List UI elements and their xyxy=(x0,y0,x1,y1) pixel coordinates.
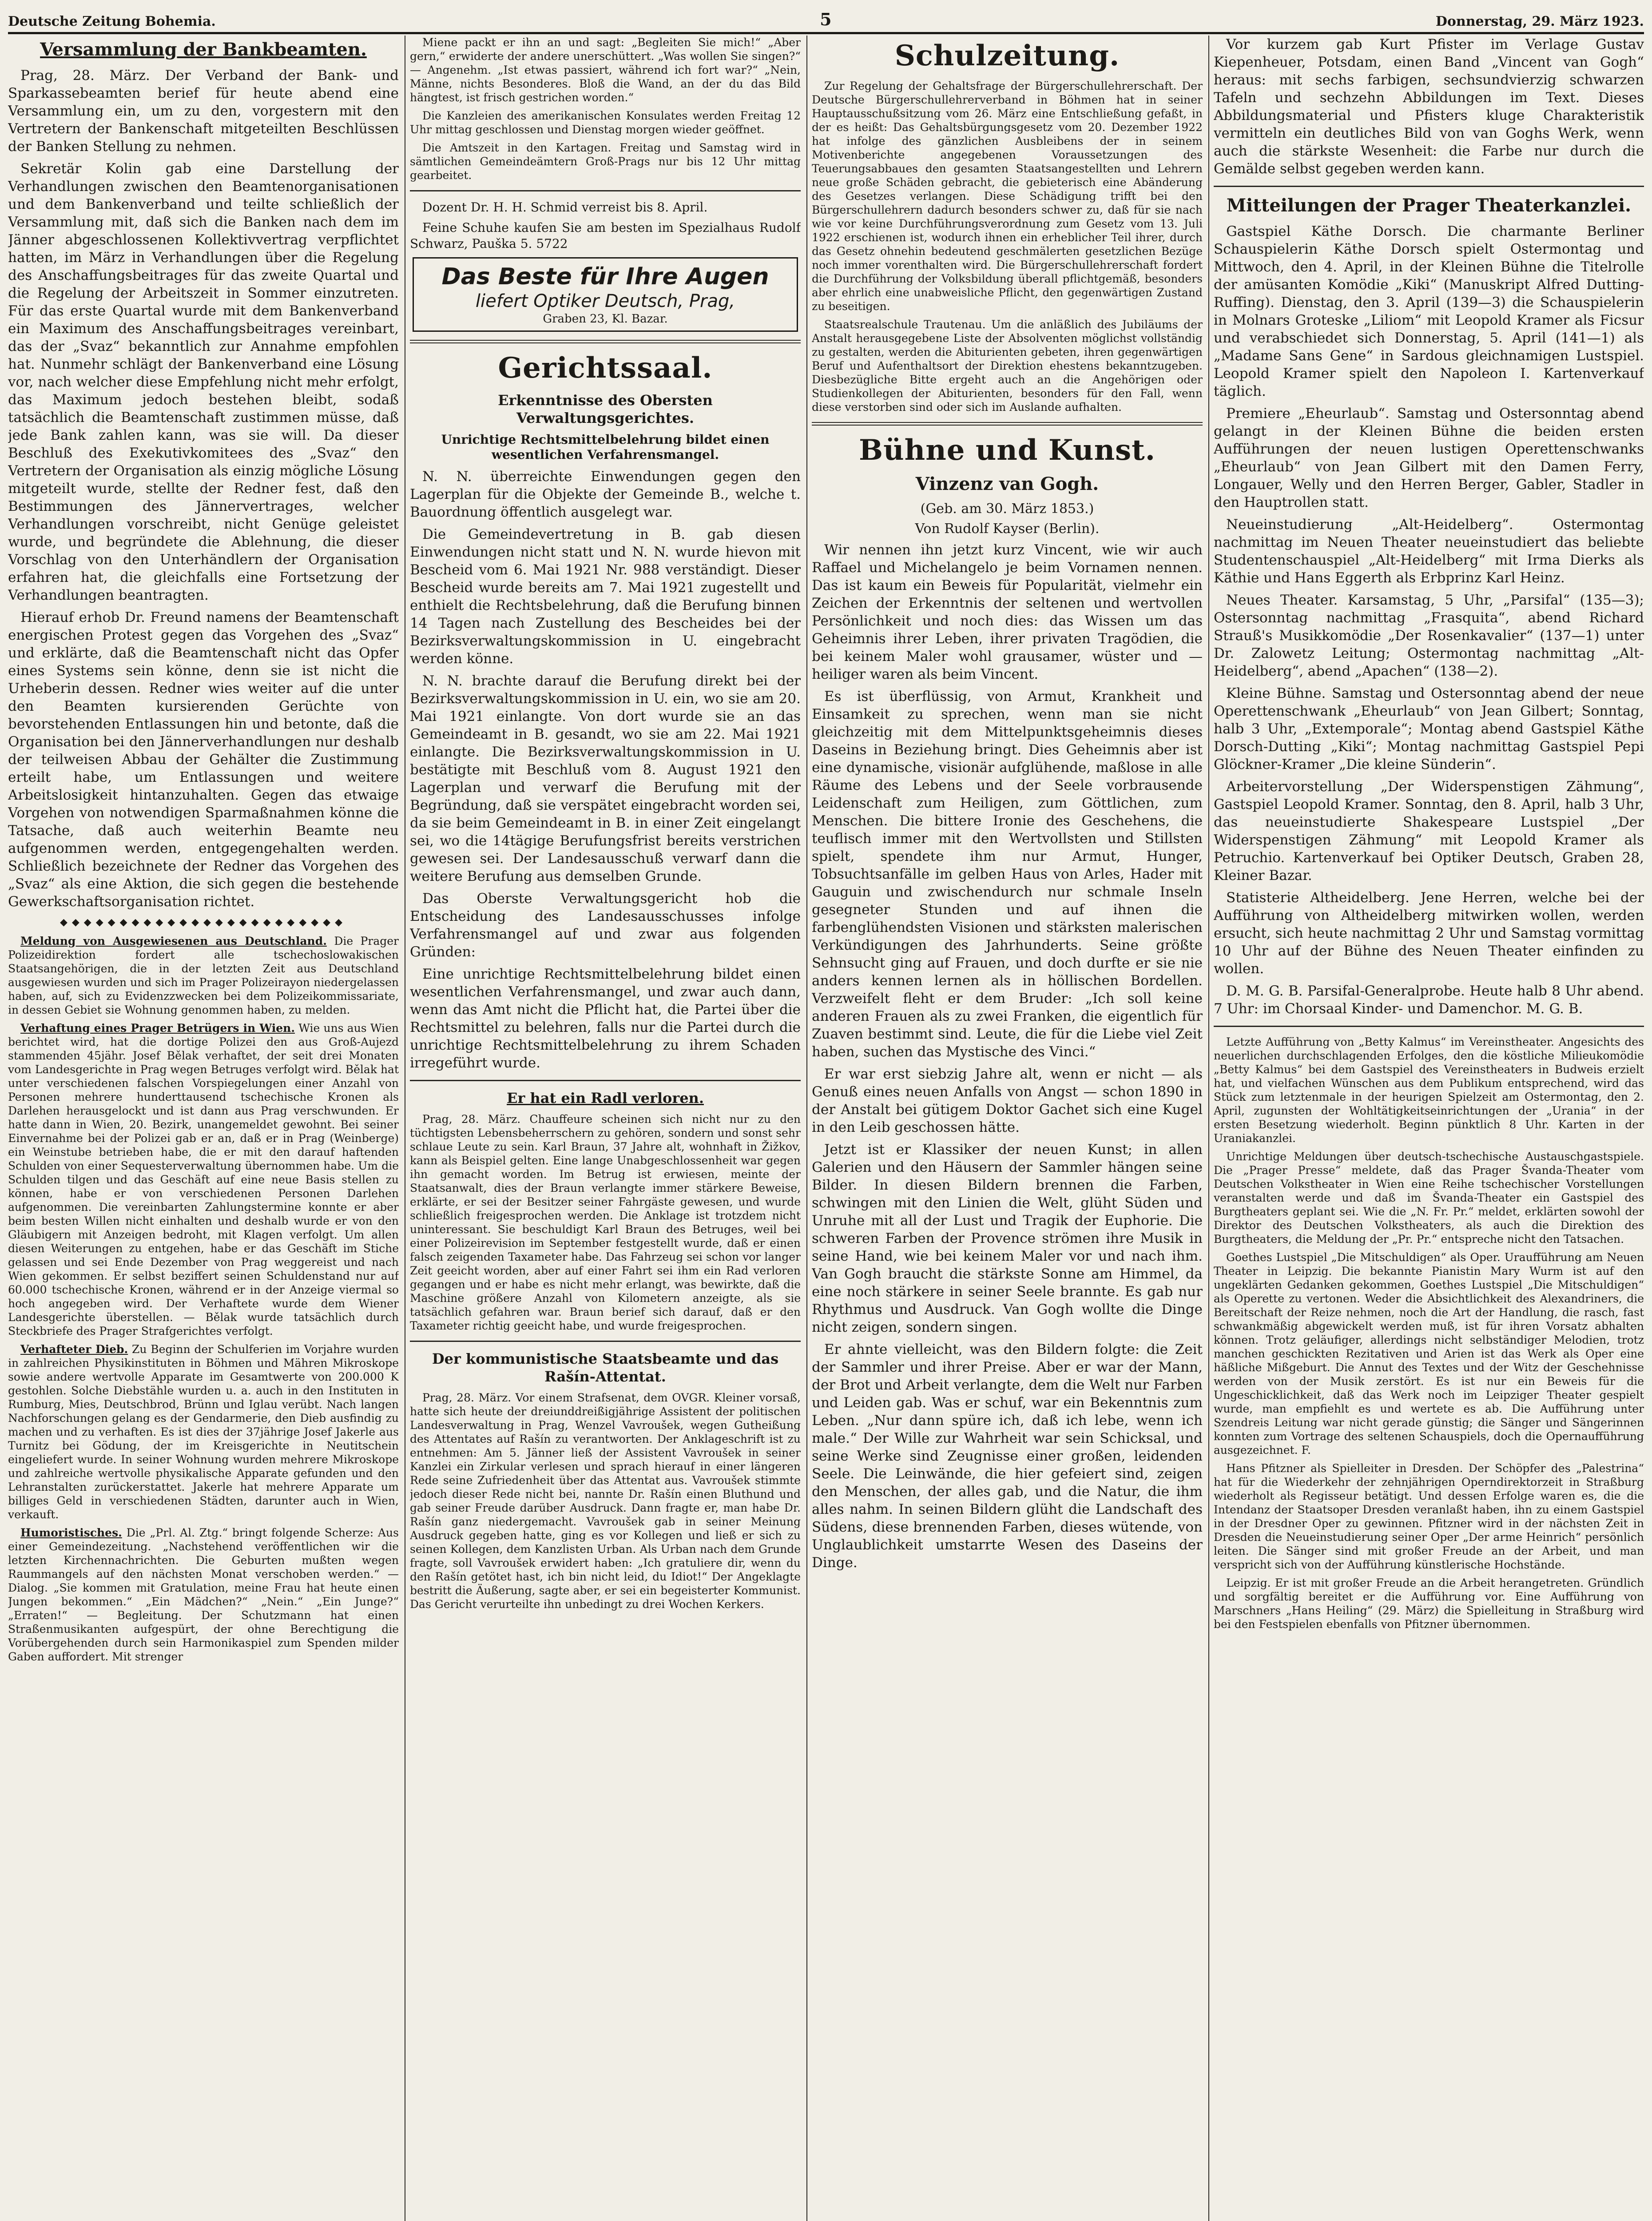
section-title-schulzeitung: Schulzeitung. xyxy=(894,39,1120,72)
article-paragraph: Er war erst siebzig Jahre alt, wenn er nicht — als Genuß eines neuen Anfalls von Angst — schon 1890 in der Anstalt bei gütigem Doktor Gachet sich eine Kugel in den Leib geschossen hätte. xyxy=(812,1066,1203,1135)
page-number: 5 xyxy=(820,9,832,29)
column-3 xyxy=(812,36,1203,2221)
arts-item: Goethes Lustspiel „Die Mitschuldigen“ als Oper. Uraufführung am Neuen Theater in Leipzig. Die bekannte Pianistin Mary Wurm ist auf den ungeklärten Gedanken gekommen, Goethes Lustspiel „Die Mitschuldigen“ als Operette zu vertonen. Weder die Absichtlichkeit des Alexandriners, die Bereitschaft der Reize nehmen, noch die Art der Handlung, die rasch, fast schwankmäßig abgewickelt werden muß, ist für ihren Vorsatz abhalten können. Trotz geläufiger, allerdings nicht selbständiger Melodien, trotz manchen geschickten Rezitativen und Arien ist das Werk als Oper eine häßliche Mißgeburt. Die Annut des Textes und der Witz der Geschehnisse werden von der Musik zerstört. Es ist nur ein Beweis für die Ungeschicklichkeit, daß das Werk noch im Leipziger Theater gespielt wurde, man empfiehlt es und wertete es ab. Die Aufführung unter Szendreis Leitung war nicht gerade günstig; die Sänger und Sängerinnen konnten zum Vortrage des seltenen Schauspiels, doch die Opernaufführung ausgezeichnet. F. xyxy=(1214,1251,1644,1457)
arts-item: Letzte Aufführung von „Betty Kalmus“ im Vereinstheater. Angesichts des neuerlichen durchschlagenden Erfolges, den die köstliche Milieukomödie „Betty Kalmus“ bei dem Gastspiel des Vereinstheaters in Budweis erzielt hat, und vielfachen Wünschen aus dem Publikum entsprechend, wird das Stück zum letztenmale in der heurigen Spielzeit am Ostermontag, den 2. April, zugunsten der Wohltätigkeitseinrichtungen der „Urania“ in der ersten Besetzung wiederholt. Beginn pünktlich 8 Uhr. Karten in der Uraniakanzlei. xyxy=(1214,1035,1644,1145)
article-paragraph: Prag, 28. März. Der Verband der Bank- und Sparkassebeamten berief für heute abend eine Versammlung ein, um zu den, vorgestern mit den Vertretern der Bankenschaft mitgeteilten Beschlüssen der Banken Stellung zu nehmen. xyxy=(8,68,399,155)
theater-item: D. M. G. B. Parsifal-Generalprobe. Heute halb 8 Uhr abend. 7 Uhr: im Chorsaal Kinder- und Damenchor. M. G. B. xyxy=(1214,983,1644,1017)
news-item-text: Die Prager Polizeidirektion fordert alle tschechoslowakischen Staatsangehörigen, die in der letzten Zeit aus Deutschland ausgewiesen wurden und sich im Prager Polizeirayon niedergelassen haben, auf, sich zu Evidenzzwecken bei dem Polizeikommissariate, in dessen Gebiet sie Wohnung genommen haben, zu melden. xyxy=(8,935,399,1016)
section-title-buehne: Bühne und Kunst. xyxy=(859,434,1156,467)
ad-title: Das Beste für Ihre Augen xyxy=(441,263,769,290)
article-paragraph: Zur Regelung der Gehaltsfrage der Bürgerschullehrerschaft. Der Deutsche Bürgerschullehrerverband in Böhmen hat in seiner Hauptausschußsitzung vom 26. März eine Entschließung gefaßt, in der es heißt: Das Gehaltsbürgungsgesetz vom 20. Dezember 1922 hat infolge des gänzlichen Ausbleibens der in seinem Motivenberichte angegebenen Voraussetzungen des Teuerungsabbaues den gesamten Staatsangestellten und Lehrern neue große Schäden gebracht, die gebieterisch eine Abänderung des Gesetzes verlangen. Diese Schädigung trifft bei den Bürgerschullehrern dadurch besonders schwer zu, daß für sie nach wie vor keine Durchführungsverordnung zum Gesetz vom 13. Juli 1922 erschienen ist, wodurch ihnen ein erheblicher Teil ihrer, durch das Gesetz ohnehin bedeutend geschmälerten gesetzlichen Bezüge noch immer vorenthalten wird. Die Bürgerschullehrerschaft fordert die Durchführung der Volksbildung überall pflichtgemäß, besonders aber ehrlich eine unabweisliche Pflicht, den gegenwärtigen Zustand zu beseitigen. xyxy=(812,80,1203,313)
masthead-paper-title: Deutsche Zeitung Bohemia. xyxy=(8,14,216,29)
news-item-head: Meldung von Ausgewiesenen aus Deutschland. xyxy=(20,935,327,947)
article-paragraph: Wir nennen ihn jetzt kurz Vincent, wie wir auch Raffael und Michelangelo je beim Vornamen nennen. Das ist kaum ein Beweis für Popularität, vielmehr ein Zeichen der Erkenntnis der seltenen und wertvollen Persönlichkeit und noch dies: das Wissen um das Geheimnis ihrer Leben, ihrer privaten Tragödien, die bei keinem Maler wohl grausamer, wüster und — heiliger waren als beim Vincent. xyxy=(812,542,1203,682)
notice-schuhe xyxy=(410,220,801,252)
notice-schuhe-text: Feine Schuhe kaufen Sie am besten im Spezialhaus Rudolf Schwarz, Pauška 5. xyxy=(410,220,801,251)
subheading-radl: Er hat ein Radl verloren. xyxy=(507,1090,704,1107)
article-paragraph: Eine unrichtige Rechtsmittelbelehrung bildet einen wesentlichen Verfahrensmangel, und zwar auch dann, wenn das Amt nicht die Pflicht hat, die Partei über die Rechtsmittel zu belehren, falls nur die Partei durch die unrichtige Rechtsmittelbelehrung zu ihrem Schaden irregeführt wurde. xyxy=(410,966,801,1071)
article-title-bankbeamten: Versammlung der Bankbeamten. xyxy=(40,39,367,60)
news-item xyxy=(8,934,399,1017)
notice-number: 5722 xyxy=(536,236,568,251)
divider xyxy=(410,190,801,191)
notice-dozent: Dozent Dr. H. H. Schmid verreist bis 8. April. xyxy=(422,200,708,215)
columns xyxy=(8,36,1644,2221)
arts-item: Hans Pfitzner als Spielleiter in Dresden. Der Schöpfer des „Palestrina“ hat für die Wiederkehr der zehnjährigen Operndirektorzeit in Straßburg wiederholt als Regisseur betätigt. Und dessen Erfolge waren es, die die Intendanz der Staatsoper Dresden veranlaßt haben, ihn zu einem Gastspiel in der Dresdner Oper zu gewinnen. Pfitzner wird in der nächsten Zeit in Dresden die Neueinstudierung seiner Oper „Der arme Heinrich“ persönlich leiten. Die Sänger sind mit großer Freude an der Arbeit, und man verspricht sich von der Aufführung künstlerische Hochstände. xyxy=(1214,1462,1644,1571)
article-paragraph: Das Oberste Verwaltungsgericht hob die Entscheidung des Landesausschusses infolge Verfahrensmangel auf und zwar aus folgenden Gründen: xyxy=(410,891,801,960)
ad-line: liefert Optiker Deutsch, Prag, xyxy=(475,291,735,311)
article-paragraph: Hierauf erhob Dr. Freund namens der Beamtenschaft energischen Protest gegen das Vorgehen des „Svaz“ und erklärte, daß die Beamtenschaft nicht das Opfer eines Systems sein könne, denn sie ist nicht die Urheberin dessen. Redner wies weiter auf die unter den Beamten kursierenden Gerüchte von bevorstehenden Entlassungen hin und betonte, daß die Organisation bei den Jännerverhandlungen nur deshalb der teilweisen Abbau der Gehälter die Zustimmung erteilt habe, um Entlassungen und weitere Arbeitslosigkeit hintanzuhalten. Gegen das etwaige Vorgehen von notwendigen Sparmaßnahmen könne die Tatsache, daß auch weiterhin Beamte neu aufgenommen werden, entgegengehalten werden. Schließlich bezeichnete der Redner das Vorgehen des „Svaz“ als eine Aktion, die sich gegen die bestehende Gewerkschaftsorganisation richtet. xyxy=(8,609,399,910)
article-paragraph: Er ahnte vielleicht, was den Bildern folgte: die Zeit der Sammler und ihrer Preise. Aber er war der Mann, der Brot und Arbeit verlangte, dem die Welt nur Farben und Leiden gab. Was er schuf, war ein Bekenntnis zum Leben. „Nur dann spüre ich, daß ich lebe, wenn ich male.“ Der Wille zur Wahrheit war sein Schicksal, und seine Werke sind Zeugnisse einer großen, leidenden Seele. Die Leinwände, die hier gefeiert sind, zeigen den Menschen, der alles gab, und die Natur, die ihm alles nahm. In seinen Bildern glüht die Landschaft des Südens, diese brennenden Farben, dieses wütende, von Unglaublichkeit umstarrte Wesen des Daseins der Dinge. xyxy=(812,1341,1203,1571)
divider xyxy=(410,1341,801,1342)
column-1 xyxy=(8,36,399,2221)
article-paragraph: Es ist überflüssig, von Armut, Krankheit und Einsamkeit zu sprechen, wenn man sie nicht gleichzeitig mit dem Mittelpunktsgeheimnis dieses Daseins in Beziehung bringt. Dies Geheimnis aber ist eine dynamische, visionär aufglühende, maßlose in alle Räume des Lebens und der Seele vorbrausende Leidenschaft zum Heiligen, zum Göttlichen, zum Menschen. Die bittere Ironie des Geschehens, die teuflisch immer mit den Wertvollsten und Stillsten spielt, spendete ihm nur Armut, Hunger, Tobsuchtsanfälle im gelben Haus von Arles, Hader mit Gauguin und zwischendurch nur schmale Inseln gesegneter Stunden und auf ihnen die farbenglühendsten Visionen und stärksten malerischen Verkündigungen des Jahrhunderts. Seine größte Sehnsucht ging auf Frauen, und doch durfte er sie nie anders kennen lernen als in höllischen Bordellen. Verzweifelt fleht er dem Bruder: „Ich soll keine anderen Frauen als zu zwei Franken, die eigentlich für Zuaven bestimmt sind. Leute, die für die Liebe viel Zeit haben, suchen das Mystische des Vinci.“ xyxy=(812,689,1203,1060)
subheading-van-gogh: Vinzenz van Gogh. xyxy=(915,474,1099,494)
masthead-date: Donnerstag, 29. März 1923. xyxy=(1435,14,1644,29)
article-paragraph: Prag, 28. März. Chauffeure scheinen sich nicht nur zu den tüchtigsten Lebensbeherrschern zu gehören, sondern und sonst sehr schlaue Leute zu sein. Karl Braun, 37 Jahre alt, wohnhaft in Žižkov, kann als Beispiel gelten. Eine lange Unabgeschlossenheit war gegen ihn gemacht worden. Im Betrug ist erwiesen, meinte der Staatsanwalt, dies der Braun verlangte immer stärkere Beweise, erklärte, er sei der Besitzer seiner Fahrgäste gewesen, und wurde schließlich freigesprochen werden. Die Anklage ist trotzdem nicht uninteressant. Sie beschuldigt Karl Braun des Betruges, weil bei einer Polizeirevision im September festgestellt wurde, daß er einen falsch zeigenden Taxameter habe. Das Fahrzeug sei schon vor langer Zeit geeicht worden, aber auf einer Fahrt sei ihm ein Rad verloren gegangen und er habe es nicht mehr erlangt, was bewirkte, daß die Maschine größere Anzahl von Kilometern anzeigte, als sie tatsächlich gefahren war. Braun berief sich darauf, daß er den Taxameter richtig geeicht habe, und wurde freigesprochen. xyxy=(410,1113,801,1332)
divider xyxy=(1214,186,1644,187)
article-paragraph: Die Kanzleien des amerikanischen Konsulates werden Freitag 12 Uhr mittag geschlossen und Dienstag morgen wieder geöffnet. xyxy=(410,109,801,136)
radl-article xyxy=(410,1112,801,1333)
article-paragraph: N. N. überreichte Einwendungen gegen den Lagerplan für die Objekte der Gemeinde B., welche t. Bauordnung öffentlich ausgelegt war. xyxy=(410,469,801,520)
section-divider: ◆◆◆◆◆◆◆◆◆◆◆◆◆◆◆◆◆◆◆◆◆◆◆◆ xyxy=(60,917,347,928)
article-paragraph: Vor kurzem gab Kurt Pfister im Verlage Gustav Kiepenheuer, Potsdam, einen Band „Vincent van Gogh“ heraus: mit sechs farbigen, sechsundvierzig schwarzen Tafeln und sechzehn Abbildungen im Text. Dieses Abbildungsmaterial und Pfisters kluge Charakteristik vermitteln ein deutliches Bild von van Goghs Werk, wenn auch die stärkste Wesenheit: die Farbe nur durch die Gemälde selbst gegeben werden kann. xyxy=(1214,36,1644,177)
notices xyxy=(410,199,801,252)
news-item-head: Verhafteter Dieb. xyxy=(20,1343,128,1356)
article-paragraph: N. N. brachte darauf die Berufung direkt bei der Bezirksverwaltungskommission in U. ein, wo sie am 20. Mai 1921 einlangte. Von dort wurde sie an das Gemeindeamt in B. gesandt, wo sie am 22. Mai 1921 einlangte. Die Bezirksverwaltungskommission in U. bestätigte mit Beschluß vom 8. August 1921 den Lagerplan und verwarf die Berufung mit der Begründung, daß sie verspätet eingebracht worden sei, da sie beim Gemeindeamt in B. in einer Zeit eingelangt sei, wo die 14tägige Berufungsfrist bereits verstrichen gewesen sei. Der Landesausschuß verwarf dann die weitere Berufung aus demselben Grunde. xyxy=(410,673,801,884)
column-rule xyxy=(806,36,807,2221)
theater-item: Statisterie Altheidelberg. Jene Herren, welche bei der Aufführung von Altheidelberg mitwirken wollen, werden ersucht, sich heute nachmittag 2 Uhr und Samstag vormittag 10 Uhr auf der Bühne des Neuen Theater einfinden zu wollen. xyxy=(1214,890,1644,977)
article-paragraph: Miene packt er ihn an und sagt: „Begleiten Sie mich!“ „Aber gern,“ erwiderte der andere unerschüttert. „Was wollen Sie singen?“ — Angenehm. „Ist etwas passiert, während ich fort war?“ „Nein, Männe, nichts Besonderes. Bloß die Wand, an der du das Bild hängtest, ist frisch gestrichen worden.“ xyxy=(410,36,801,104)
theater-item: Kleine Bühne. Samstag und Ostersonntag abend der neue Operettenschwank „Eheurlaub“ von Jean Gilbert; Sonntag, halb 3 Uhr, „Extemporale“; Montag abend Gastspiel Käthe Dorsch-Dutting „Kiki“; Montag nachmittag Gastspiel Pepi Glöckner-Kramer „Die kleine Sünderin“. xyxy=(1214,685,1644,772)
masthead xyxy=(8,8,1644,34)
section-title-gerichtssaal: Gerichtssaal. xyxy=(498,351,713,385)
news-item-text: Die „Prl. Al. Ztg.“ bringt folgende Scherze: Aus einer Gemeindezeitung. „Nachstehend veröffentlichen wir die letzten Kirchennachrichten. Die Geburten mußten wegen Raummangels auf den nächsten Monat verschoben werden.“ — Dialog. „Sie kommen mit Gratulation, meine Frau hat heute einen Jungen bekommen.“ „Ein Mädchen?“ „Nein.“ „Ein Junge?“ „Erraten!“ — Begleitung. Der Schutzmann hat einen Straßenmusikanten aufgespürt, der ohne Berechtigung die Vorübergehenden durch sein Harmonikaspiel zum Spenden milder Gaben auffordert. Mit strenger xyxy=(8,1526,399,1663)
column-rule xyxy=(1208,36,1209,2221)
arts-item: Unrichtige Meldungen über deutsch-tschechische Austauschgastspiele. Die „Prager Presse“ meldete, daß das Prager Švanda-Theater vom Deutschen Volkstheater in Wien eine Reihe tschechischer Vorstellungen veranstalten werde und daß im Švanda-Theater ein Gastspiel des Burgtheaters geplant sei. Wie die „N. Fr. Pr.“ meldet, erklärten sowohl der Direktor des Deutschen Volkstheaters, als auch die Direktion des Burgtheaters, die Meldung der „Pr. Pr.“ entspreche nicht den Tatsachen. xyxy=(1214,1150,1644,1246)
local-news xyxy=(8,934,399,1664)
schul-news xyxy=(812,79,1203,414)
subheading: Unrichtige Rechtsmittelbelehrung bildet einen wesentlichen Verfahrensmangel. xyxy=(441,432,770,462)
column-2 xyxy=(410,36,801,2221)
news-item-head: Verhaftung eines Prager Betrügers in Wien. xyxy=(20,1022,295,1035)
news-item xyxy=(8,1526,399,1664)
theater-item: Neueinstudierung „Alt-Heidelberg“. Ostermontag nachmittag im Neuen Theater neueinstudiert das beliebte Studentenschauspiel „Alt-Heidelberg“ mit Irma Dierks als Käthie und Hans Eggerth als Erbprinz Karl Heinz. xyxy=(1214,517,1644,586)
divider xyxy=(812,422,1203,426)
news-item-text: Zu Beginn der Schulferien im Vorjahre wurden in zahlreichen Physikinstituten in Böhmen und Mähren Mikroskope sowie andere wertvolle Apparate im Gesamtwerte von 200.000 K gestohlen. Solche Diebstähle wurden u. a. auch in den Instituten in Rumburg, Mies, Deutschbrod, Brünn und Iglau verübt. Nach langen Nachforschungen gelang es der Gendarmerie, den Dieb ausfindig zu machen und zu verhaften. Es ist dies der 37jährige Josef Jakerle aus Turnitz bei Gödung, der im Kreisgerichte in Neutitschein eingeliefert wurde. In seiner Wohnung wurden mehrere Mikroskope und zahlreiche wertvolle physikalische Apparate gefunden und den Lehranstalten zurückerstattet. Jakerle hat mehrere Apparate um billiges Geld in verschiedenen Städten, darunter auch in Wien, verkauft. xyxy=(8,1343,399,1521)
rasin-article xyxy=(410,1391,801,1611)
optiker-advertisement xyxy=(413,257,798,332)
divider xyxy=(1214,1026,1644,1027)
arts-news xyxy=(1214,1035,1644,1631)
subheading: Erkenntnisse des Obersten Verwaltungsgerichtes. xyxy=(498,392,713,426)
news-item xyxy=(8,1342,399,1521)
news-item-text: Wie uns aus Wien berichtet wird, hat die dortige Polizei den aus Groß-Aujezd stammenden 45jähr. Josef Bělak verhaftet, der seit drei Monaten vom Landesgerichte in Prag wegen Betruges verfolgt wird. Bělak hat unter verschiedenen falschen Vorspiegelungen einer Anzahl von Personen mehrere hunderttausend tschechische Kronen als Darlehen herausgelockt und ist dann aus Prag verschwunden. Er hatte dann in Wien, 20. Bezirk, unangemeldet gewohnt. Bei seiner Einvernahme bei der Polizei gab er an, daß er in Prag (Weinberge) ein Weinstube betrieben habe, die er mit den darauf haftenden Schulden von einer Sequesterverwaltung übernommen habe. Um die Schulden tilgen und das Geschäft auf eine neue Basis stellen zu können, habe er von verschiedenen Personen Darlehen aufgenommen. Die vereinbarten Zahlungstermine konnte er aber beim besten Willen nicht einhalten und deshalb wurde er von den Gläubigern mit Anzeigen bedroht, mit Klagen verfolgt. Um allen diesen Weiterungen zu entgehen, habe er das Geschäft im Stiche gelassen und sei Ende Dezember von Prag weggereist und nach Wien gekommen. Er selbst beziffert seinen Schuldenstand nur auf 60.000 tschechische Kronen, während er in der Anzeige viermal so hoch angegeben wird. Der Verhaftete wurde dem Wiener Landesgerichte überstellen. — Bělak wurde tatsächlich durch Steckbriefe des Prager Strafgerichtes verfolgt. xyxy=(8,1022,399,1337)
arts-item: Leipzig. Er ist mit großer Freude an die Arbeit herangetreten. Gründlich und sorgfältig bereitet er die Aufführung vor. Eine Aufführung von Marschners „Hans Heiling“ (29. März) die Spielleitung in Straßburg wird bei den Festspielen ebenfalls von Pfitzner übernommen. xyxy=(1214,1576,1644,1631)
article-paragraph: Sekretär Kolin gab eine Darstellung der Verhandlungen zwischen den Beamtenorganisationen und dem Bankenverband und teilte schließlich der Versammlung mit, daß sich die Banken nach dem im Jänner abgeschlossenen Kollektivvertrag verpflichtet hatten, im März in Verhandlungen über die Regelung des Anschaffungsbeitrages für das zweite Quartal und die Regelung der Arbeitszeit in Sommer einzutreten. Für das erste Quartal wurde mit dem Bankenverband ein Maximum des Anschaffungsbeitrages vereinbart, das der „Svaz“ bekanntlich zur Annahme empfohlen hat. Nunmehr schlägt der Bankenverband eine Lösung vor, nach welcher diese Empfehlung nicht mehr erfolgt, das Maximum jedoch bestehen bleibt, sodaß tatsächlich die Beamtenschaft zustimmen müsse, daß jede Bank zahlen kann, was sie will. Da dieser Beschluß des Exekutivkomitees des „Svaz“ den Vertretern der Organisation als einzig mögliche Lösung mitgeteilt wurde, stellte der Redner fest, daß den Bestimmungen des Jännervertrages, welcher Verhandlungen vorschreibt, nicht Genüge geleistet wurde, und begründete die Ablehnung, die dieser Vorschlag von den Unterhändlern der Organisation erfahren hat, die gleichfalls eine Fortsetzung der Verhandlungen beantragten. xyxy=(8,161,399,603)
subheading-rasin: Der kommunistische Staatsbeamte und das Rašín-Attentat. xyxy=(432,1350,779,1385)
column-2-top xyxy=(410,36,801,182)
article-paragraph: Staatsrealschule Trautenau. Um die anläßlich des Jubiläums der Anstalt herausgegebene Liste der Absolventen möglichst vollständig zu gestalten, werden die Abiturienten gebeten, ihren gegenwärtigen Beruf und Aufenthaltsort der Direktion ehestens bekanntzugeben. Diesbezügliche Bitte ergeht auch an die Angehörigen oder Studienkollegen der Abiturienten, besonders für den Fall, wenn diese verstorben sind oder sich im Auslande aufhalten. xyxy=(812,318,1203,414)
section-title-theaterkanzlei: Mitteilungen der Prager Theaterkanzlei. xyxy=(1226,195,1632,216)
article-paragraph: Die Gemeindevertretung in B. gab diesen Einwendungen nicht statt und N. N. wurde hievon mit Bescheid vom 6. Mai 1921 Nr. 988 verständigt. Dieser Bescheid wurde bereits am 7. Mai 1921 zugestellt und enthielt die Rechtsbelehrung, daß die Berufung binnen 14 Tagen nach Zustellung des Bescheides bei der Bezirksverwaltungskommission in U. eingebracht werden könne. xyxy=(410,526,801,667)
article-paragraph: Jetzt ist er Klassiker der neuen Kunst; in allen Galerien und den Häusern der Sammler hängen seine Bilder. In diesen Bildern brennen die Farben, schwingen mit den Linien die Welt, glüht Süden und Unruhe mit all der Lust und Tragik der Euphorie. Die schweren Farben der Provence strömen ihre Musik in seine Hand, wie bei keinem Maler vor und nach ihm. Van Gogh braucht die stärkste Sonne am Himmel, da eine noch stärkere in seiner Seele brannte. Es gab nur Rhythmus und Ausdruck. Van Gogh wollte die Dinge nicht zeigen, sondern singen. xyxy=(812,1142,1203,1335)
column-4 xyxy=(1214,36,1644,2221)
theater-item: Gastspiel Käthe Dorsch. Die charmante Berliner Schauspielerin Käthe Dorsch spielt Ostermontag und Mittwoch, den 4. April, in der Kleinen Bühne die Titelrolle der amüsanten Komödie „Kiki“ (Manuskript Alfred Dutting-Ruffing). Dienstag, den 3. April (139—3) die Schauspielerin in Molnars Groteske „Liliom“ mit Leopold Kramer als Ficsur und verabschiedet sich Donnerstag, 5. April (141—1) als „Madame Sans Gene“ in Sardous gleichnamigen Lustspiel. Leopold Kramer spielt den Napoleon I. Kartenverkauf täglich. xyxy=(1214,223,1644,399)
theater-item: Arbeitervorstellung „Der Widerspenstigen Zähmung“, Gastspiel Leopold Kramer. Sonntag, den 8. April, halb 3 Uhr, das neueinstudierte Shakespeare Lustspiel „Der Widerspenstigen Zähmung“ mit Leopold Kramer als Petruchio. Kartenverkauf bei Optiker Deutsch, Graben 28, Kleiner Bazar. xyxy=(1214,779,1644,884)
news-item-head: Humoristisches. xyxy=(20,1526,122,1539)
article-paragraph: Die Amtszeit in den Kartagen. Freitag und Samstag wird in sämtlichen Gemeindeämtern Groß-Prags nur bis 12 Uhr mittag gearbeitet. xyxy=(410,141,801,182)
article-paragraph: Prag, 28. März. Vor einem Strafsenat, dem OVGR. Kleiner vorsaß, hatte sich heute der dreiunddreißigjährige Assistent der politischen Landesverwaltung in Prag, Wenzel Vavroušek, wegen Gutheißung des Attentates auf Rašín zu verantworten. Der Anklageschrift ist zu entnehmen: Am 5. Jänner ließ der Assistent Vavroušek in seiner Kanzlei ein Zirkular verlesen und sprach hierauf in einer längeren Rede seine Zufriedenheit über das Attentat aus. Vavroušek stimmte jedoch dieser Rede nicht bei, nannte Dr. Rašín einen Bluthund und gab seiner Freude darüber Ausdruck. Dann fragte er, man habe Dr. Rašín ganz niedergemacht. Vavroušek gab in seiner Meinung Ausdruck gegeben hatte, ging es vor Kollegen und ließ er sich zu seinen Kollegen, dem Kanzlisten Urban. Als Urban nach dem Grunde fragte, soll Vavroušek erwidert haben: „Ich gratuliere dir, wenn du den Rašín getötet hast, ich bin nicht leid, du Idiot!“ Der Angeklagte bestritt die Äußerung, sagte aber, er sei ein begeisterter Kommunist. Das Gericht verurteilte ihn unbedingt zu drei Wochen Kerkers. xyxy=(410,1391,801,1611)
birth-note: (Geb. am 30. März 1853.) xyxy=(920,501,1094,517)
news-item xyxy=(8,1021,399,1338)
divider xyxy=(410,1080,801,1081)
ad-address: Graben 23, Kl. Bazar. xyxy=(543,312,668,326)
byline: Von Rudolf Kayser (Berlin). xyxy=(915,521,1100,537)
theater-item: Premiere „Eheurlaub“. Samstag und Ostersonntag abend gelangt in der Kleinen Bühne die beiden ersten Aufführungen der neuen lustigen Operettenschwanks „Eheurlaub“ von Jean Gilbert mit den Damen Ferry, Longauer, Welly und den Herren Berger, Gabler, Stadler in den Hauptrollen statt. xyxy=(1214,406,1644,510)
divider xyxy=(410,340,801,343)
theater-item: Neues Theater. Karsamstag, 5 Uhr, „Parsifal“ (135—3); Ostersonntag nachmittag „Frasquita“, abend Richard Strauß's Musikkomödie „Der Rosenkavalier“ (137—1) unter Dr. Zalowetz Leitung; Ostermontag nachmittag „Alt-Heidelberg“, abend „Apachen“ (138—2). xyxy=(1214,592,1644,679)
